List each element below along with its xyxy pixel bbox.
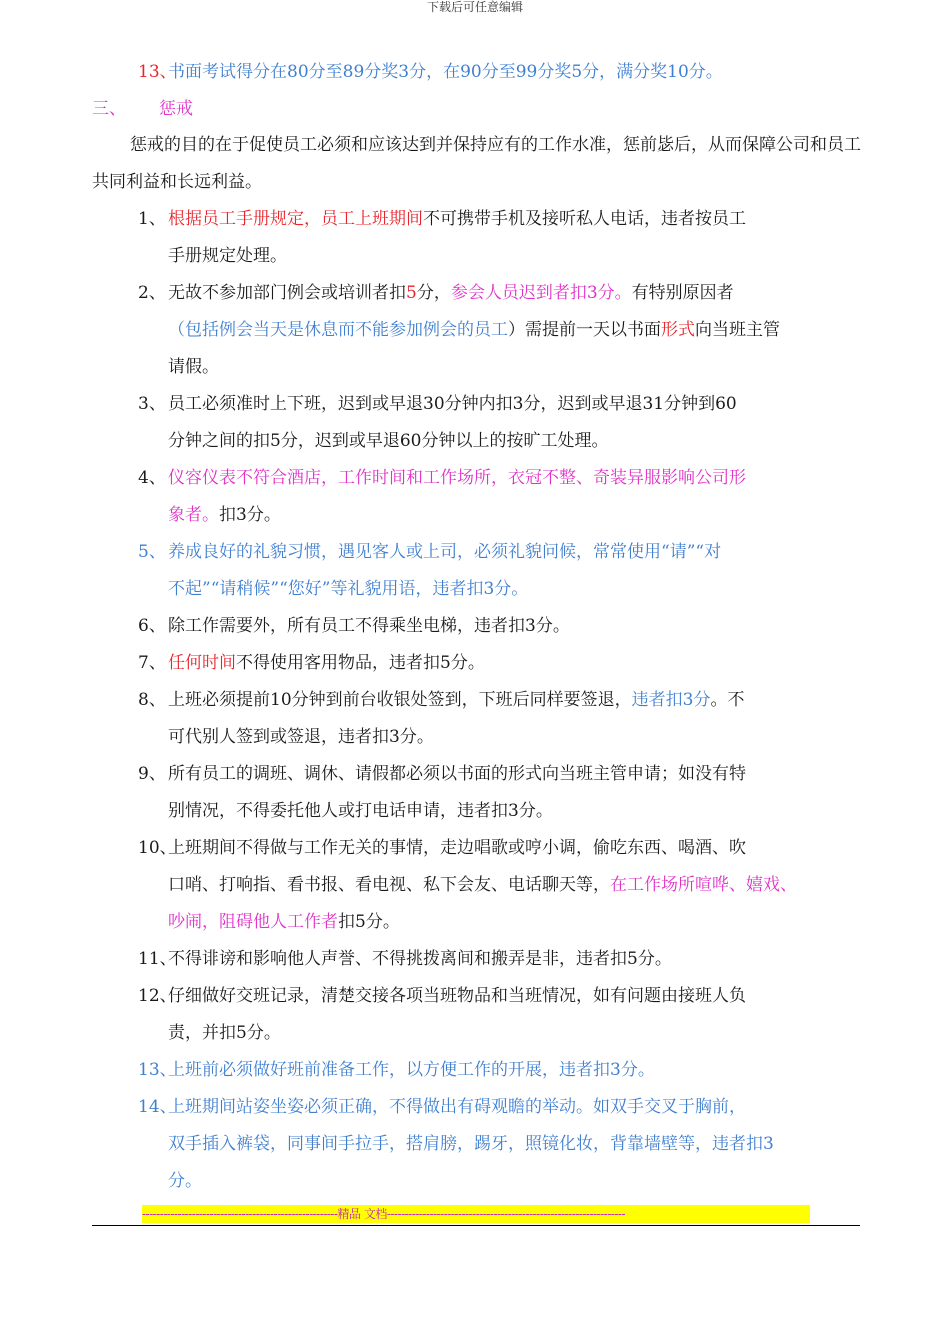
item-text: 请假。 bbox=[168, 357, 219, 377]
item-text-highlight: 吵闹，阻碍他人工作者 bbox=[168, 912, 338, 932]
list-item-10 bbox=[92, 830, 862, 941]
item-number: 6、 bbox=[138, 616, 166, 636]
item-number: 3、 bbox=[138, 394, 166, 414]
page-footer bbox=[92, 1205, 860, 1226]
section-title: 惩戒 bbox=[159, 99, 193, 119]
item-number: 7、 bbox=[138, 653, 166, 673]
list-item-2 bbox=[92, 275, 862, 386]
item-number: 11、 bbox=[138, 949, 177, 969]
item-text: 责，并扣5分。 bbox=[168, 1023, 281, 1043]
item-number: 10、 bbox=[138, 838, 177, 858]
item-number: 1、 bbox=[138, 209, 166, 229]
item-text: 所有员工的调班、调休、请假都必须以书面的形式向当班主管申请；如没有特 bbox=[168, 764, 746, 784]
item-text-highlight: 5 bbox=[406, 283, 417, 303]
list-item-reward-13 bbox=[92, 54, 862, 91]
list-item-13 bbox=[92, 1052, 862, 1089]
item-text: 仔细做好交班记录，清楚交接各项当班物品和当班情况，如有问题由接班人负 bbox=[168, 986, 746, 1006]
item-text: 分钟之间的扣5分，迟到或早退60分钟以上的按旷工处理。 bbox=[168, 431, 609, 451]
item-text: 不可携带手机及接听私人电话，违者按员工 bbox=[423, 209, 746, 229]
list-item-3 bbox=[92, 386, 862, 460]
item-number: 13、 bbox=[138, 62, 177, 82]
list-item-4 bbox=[92, 460, 862, 534]
list-item-1 bbox=[92, 201, 862, 275]
item-text: 分， bbox=[416, 283, 451, 303]
item-number: 5、 bbox=[138, 542, 166, 562]
item-text-highlight: 形式 bbox=[661, 320, 695, 340]
item-text: ）需提前一天以书面 bbox=[508, 320, 661, 340]
item-text: 上班期间不得做与工作无关的事情，走边唱歌或哼小调，偷吃东西、喝酒、吹 bbox=[168, 838, 746, 858]
document-body bbox=[92, 54, 862, 1200]
item-text: 不起”“请稍候”“您好”等礼貌用语，违者扣3分。 bbox=[168, 579, 529, 599]
item-text: 扣5分。 bbox=[338, 912, 400, 932]
item-text: 不得诽谤和影响他人声誉、不得挑拨离间和搬弄是非，违者扣5分。 bbox=[168, 949, 672, 969]
section-heading bbox=[92, 91, 862, 127]
footer-divider bbox=[92, 1225, 860, 1226]
item-text-highlight: 仪容仪表不符合酒店，工作时间和工作场所，衣冠不整、奇装异服影响公司形 bbox=[168, 468, 746, 488]
item-text-highlight: 在工作场所喧哗、嬉戏、 bbox=[610, 875, 797, 895]
section-number: 三、 bbox=[92, 99, 126, 119]
item-text: 手册规定处理。 bbox=[168, 246, 287, 266]
list-item-5 bbox=[92, 534, 862, 608]
intro-paragraph: 惩戒的目的在于促使员工必须和应该达到并保持应有的工作水准，惩前毖后，从而保障公司和员工共同利益和长远利益。 bbox=[92, 135, 861, 192]
item-number: 13、 bbox=[138, 1060, 177, 1080]
item-text: 向当班主管 bbox=[695, 320, 780, 340]
item-text: 养成良好的礼貌习惯，遇见客人或上司，必须礼貌问候，常常使用“请”“对 bbox=[168, 542, 722, 562]
item-number: 8、 bbox=[138, 690, 166, 710]
item-text-highlight: 象者。 bbox=[168, 505, 219, 525]
item-text: 员工必须准时上下班，迟到或早退30分钟内扣3分，迟到或早退31分钟到60 bbox=[168, 394, 737, 414]
item-text: 扣3分。 bbox=[219, 505, 281, 525]
footer-label: 精品 文档 bbox=[337, 1207, 387, 1221]
item-text: 有特别原因者 bbox=[631, 283, 734, 303]
page-header: 下载后可任意编辑 bbox=[426, 0, 523, 14]
item-text-highlight: （包括例会当天是休息而不能参加例会的员工 bbox=[168, 320, 508, 340]
item-text: 可代别人签到或签退，违者扣3分。 bbox=[168, 727, 434, 747]
list-item-14 bbox=[92, 1089, 862, 1200]
item-text: 上班期间站姿坐姿必须正确，不得做出有碍观瞻的举动。如双手交叉于胸前， bbox=[168, 1097, 746, 1117]
item-text: 除工作需要外，所有员工不得乘坐电梯，违者扣3分。 bbox=[168, 616, 570, 636]
item-text-highlight: 违者扣3分 bbox=[631, 690, 711, 710]
item-text: 无故不参加部门例会或培训者扣 bbox=[168, 283, 406, 303]
list-item-9 bbox=[92, 756, 862, 830]
item-text-highlight: 任何时间 bbox=[168, 653, 236, 673]
footer-dashes-right: ------------------------------------------------------------------- bbox=[386, 1207, 626, 1221]
list-item-7 bbox=[92, 645, 862, 682]
item-number: 14、 bbox=[138, 1097, 177, 1117]
item-text: 上班必须提前10分钟到前台收银处签到，下班后同样要签退， bbox=[168, 690, 632, 710]
item-text: 口哨、打响指、看书报、看电视、私下会友、电话聊天等， bbox=[168, 875, 610, 895]
item-number: 4、 bbox=[138, 468, 166, 488]
item-text: 分。 bbox=[168, 1171, 202, 1191]
item-text: 别情况，不得委托他人或打电话申请，违者扣3分。 bbox=[168, 801, 553, 821]
item-text: 上班前必须做好班前准备工作，以方便工作的开展，违者扣3分。 bbox=[168, 1060, 655, 1080]
list-item-8 bbox=[92, 682, 862, 756]
list-item-12 bbox=[92, 978, 862, 1052]
item-number: 12、 bbox=[138, 986, 177, 1006]
item-text: 不得使用客用物品，违者扣5分。 bbox=[236, 653, 485, 673]
item-text-highlight: 参会人员迟到者扣3分。 bbox=[450, 283, 632, 303]
item-text-highlight: 根据员工手册规定，员工上班期间 bbox=[168, 209, 423, 229]
item-text: 双手插入裤袋，同事间手拉手，搭肩膀，踢牙，照镜化妆，背靠墙壁等，违者扣3 bbox=[168, 1134, 774, 1154]
item-text: 书面考试得分在80分至89分奖3分，在90分至99分奖5分，满分奖10分。 bbox=[168, 62, 723, 82]
list-item-11 bbox=[92, 941, 862, 978]
footer-banner bbox=[142, 1205, 810, 1223]
item-number: 2、 bbox=[138, 283, 166, 303]
item-text: 。不 bbox=[710, 690, 745, 710]
list-item-6 bbox=[92, 608, 862, 645]
footer-dashes-left: ------------------------------------------------------- bbox=[142, 1207, 338, 1221]
item-number: 9、 bbox=[138, 764, 166, 784]
